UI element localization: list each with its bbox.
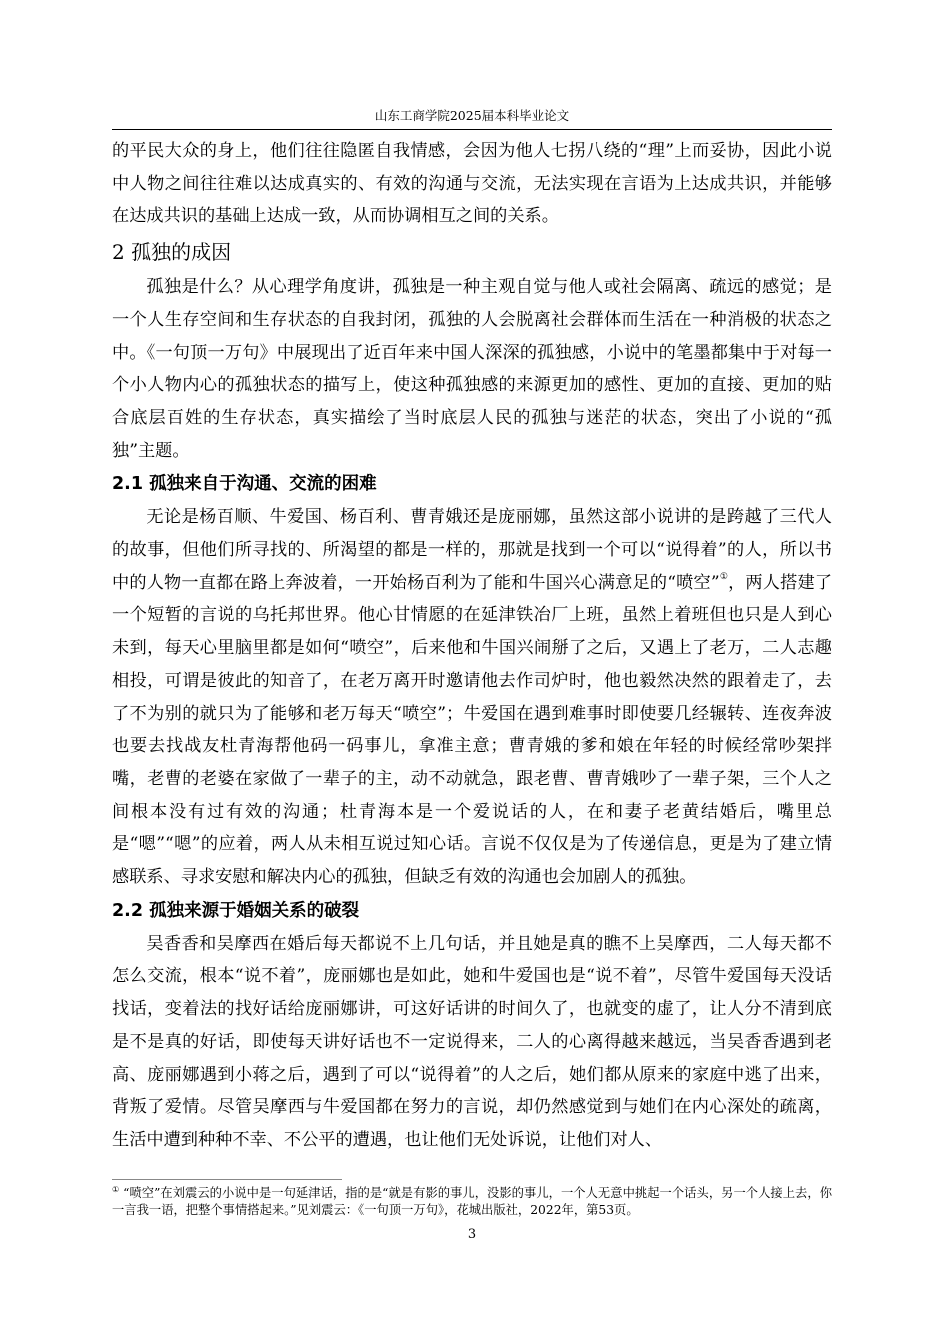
paragraph-continuation: 的平民大众的身上，他们往往隐匿自我情感，会因为他人七拐八绕的“理”上而妥协，因此小说中人物之间往往难以达成真实的、有效的沟通与交流，无法实现在言语为上达成共识，并能够在达成共识的基础上达成一致，从而协调相互之间的关系。 [112, 141, 832, 227]
subsection-heading-2-2: 2.2 孤独来源于婚姻关系的破裂 [112, 900, 360, 921]
running-header: 山东工商学院2025届本科毕业论文 [374, 108, 570, 123]
paragraph-communication [112, 501, 832, 893]
footnote-ref[interactable]: ① [719, 571, 729, 582]
footnote-text: “喷空”在刘震云的小说中是一句延津话，指的是“就是有影的事儿，没影的事儿，一个人无意中挑起一个话头，另一个人接上去，你一言我一语，把整个事情搭起来。”见刘震云：《一句顶一万句》，花城出版社，2022年，第53页。 [112, 1186, 832, 1217]
paragraph-communication-part2: ，两人搭建了一个短暂的言说的乌托邦世界。他心甘情愿的在延津铁冶厂上班，虽然上着班但也只是人到心未到，每天心里脑里都是如何“喷空”，后来他和牛国兴闹掰了之后，又遇上了老万，二人志趣相投，可谓是彼此的知音了，在老万离开时邀请他去作司炉时，他也毅然决然的跟着走了，去了不为别的就只为了能够和老万每天“喷空”；牛爱国在遇到难事时即使要几经辗转、连夜奔波也要去找战友杜青海帮他码一码事儿，拿准主意；曹青娥的爹和娘在年轻的时候经常吵架拌嘴，老曹的老婆在家做了一辈子的主，动不动就急，跟老曹、曹青娥吵了一辈子架，三个人之间根本没有过有效的沟通；杜青海本是一个爱说话的人，在和妻子老黄结婚后，嘴里总是“嗯”“嗯”的应着，两人从未相互说过知心话。言说不仅仅是为了传递信息，更是为了建立情感联系、寻求安慰和解决内心的孤独，但缺乏有效的沟通也会加剧人的孤独。 [112, 572, 833, 888]
footnote [112, 1185, 832, 1219]
body-text [112, 135, 832, 1157]
section-heading-2: 2 孤独的成因 [112, 240, 232, 265]
paragraph-loneliness-definition: 孤独是什么？从心理学角度讲，孤独是一种主观自觉与他人或社会隔离、疏远的感觉；是一个人生存空间和生存状态的自我封闭，孤独的人会脱离社会群体而生活在一种消极的状态之中。《一句顶一万句》中展现出了近百年来中国人深深的孤独感，小说中的笔墨都集中于对每一个小人物内心的孤独状态的描写上，使这种孤独感的来源更加的感性、更加的直接、更加的贴合底层百姓的生存状态，真实描绘了当时底层人民的孤独与迷茫的状态，突出了小说的“孤独”主题。 [112, 277, 832, 461]
paragraph-marriage: 吴香香和吴摩西在婚后每天都说不上几句话，并且她是真的瞧不上吴摩西，二人每天都不怎么交流，根本“说不着”，庞丽娜也是如此，她和牛爱国也是“说不着”，尽管牛爱国每天没话找话，变着法的找好话给庞丽娜讲，可这好话讲的时间久了，也就变的虚了，让人分不清到底是不是真的好话，即使每天讲好话也不一定说得来，二人的心离得越来越远，当吴香香遇到老高、庞丽娜遇到小蒋之后，遇到了可以“说得着”的人之后，她们都从原来的家庭中逃了出来，背叛了爱情。尽管吴摩西与牛爱国都在努力的言说，却仍然感觉到与她们在内心深处的疏离，生活中遭到种种不幸、不公平的遭遇，也让他们无处诉说，让他们对人、 [112, 933, 832, 1150]
footnote-marker: ① [112, 1185, 120, 1194]
paragraph-communication-part1: 无论是杨百顺、牛爱国、杨百利、曹青娥还是庞丽娜，虽然这部小说讲的是跨越了三代人的故事，但他们所寻找的、所渴望的都是一样的，那就是找到一个可以“说得着”的人，所以书中的人物一直都在路上奔波着，一开始杨百利为了能和牛国兴心满意足的“喷空” [112, 507, 832, 593]
page-number: 3 [467, 1227, 477, 1242]
footnote-rule [112, 1179, 342, 1180]
header-rule [112, 129, 832, 130]
subsection-heading-2-1: 2.1 孤独来自于沟通、交流的困难 [112, 474, 377, 495]
